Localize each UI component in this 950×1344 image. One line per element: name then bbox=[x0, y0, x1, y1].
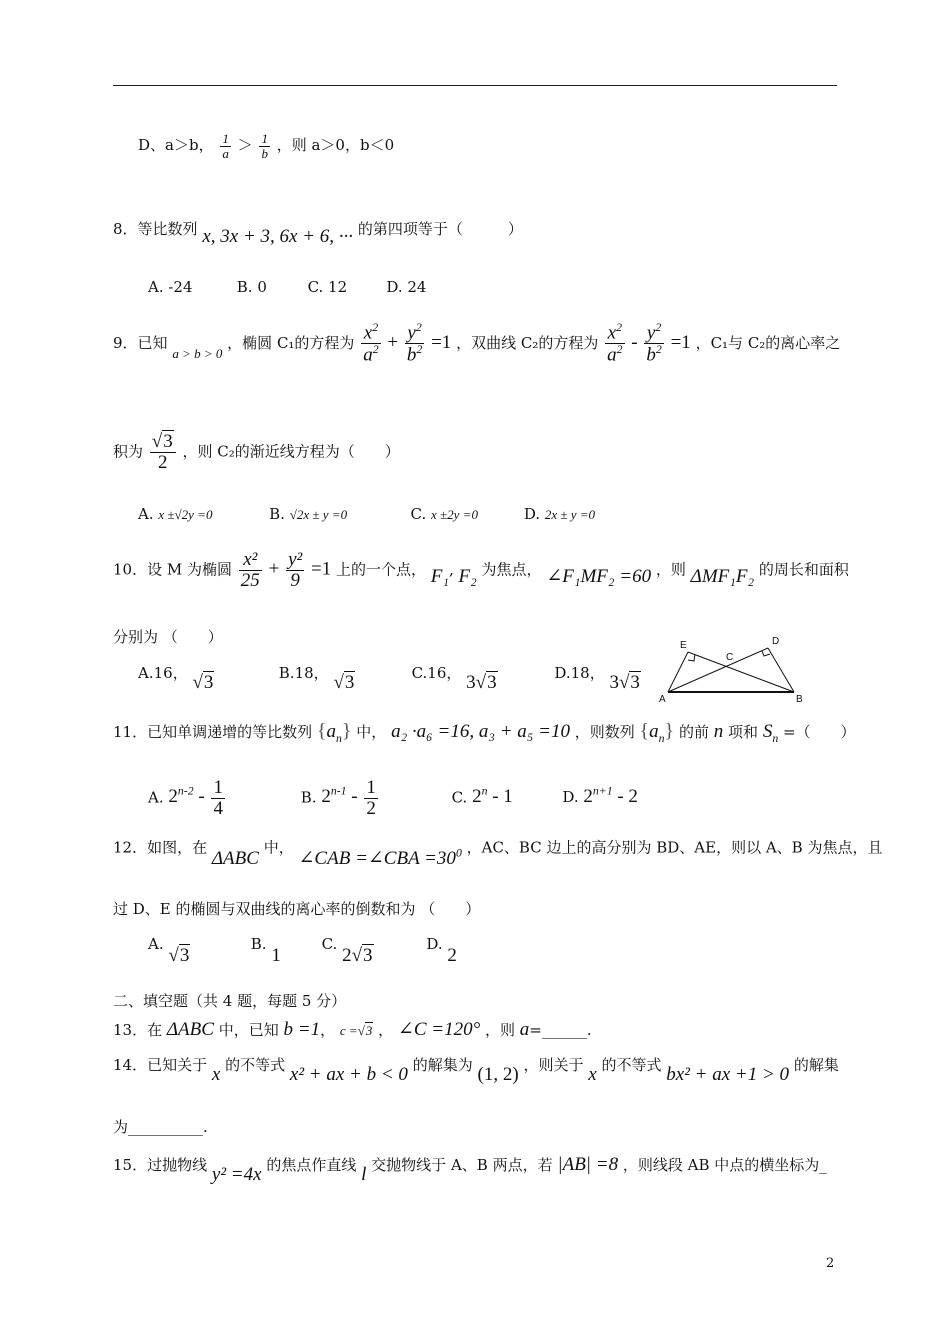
question-11-options: A. 2$^{n-2}$ - $\frac{1}{4}$ B. 2$^{n-1}$ - $\frac{1}{2}$ C. 2$^n$ - 1 D. $2^{n+1} - 2$ bbox=[148, 777, 638, 819]
right-angle-e bbox=[688, 654, 695, 661]
question-15: 15．过抛物线 y² =4x 的焦点作直线 l 交抛物线于 A、B 两点，若 |AB| =8 ，则线段 AB 中点的横坐标为_ bbox=[113, 1154, 827, 1185]
question-10: 10．设 M 为椭圆 $\frac{\text{x²}}{25}$ + $\frac{\text{y²}}{9}$ =1 上的一个点， F₁, F₂ 为焦点， ∠F₁MF₂ =60 ，则 ΔMF₁F₂ 的周长和面积 bbox=[113, 549, 849, 591]
segment-ea bbox=[668, 652, 688, 692]
segment-db bbox=[768, 648, 794, 692]
label-c: C bbox=[726, 652, 734, 663]
question-12-options: A. √3 B. 1 C. 2√3 D. 2 bbox=[148, 935, 457, 966]
segment-be bbox=[688, 652, 794, 692]
right-angle-d bbox=[762, 651, 770, 656]
page-number: 2 bbox=[826, 1256, 835, 1271]
question-13: 13．在 ΔABC 中，已知 b =1， c =√3 ， ∠C =120° ，则 a=______. bbox=[113, 1019, 592, 1040]
q8-option-d: D. 24 bbox=[386, 278, 427, 296]
section-2-title: 二、填空题（共 4 题，每题 5 分） bbox=[113, 992, 347, 1010]
question-8: 8．等比数列 x, 3x + 3, 6x + 6, ··· 的第四项等于（ ） bbox=[113, 220, 523, 247]
label-d: D bbox=[772, 636, 780, 647]
label-a: A bbox=[659, 694, 666, 705]
question-8-options bbox=[148, 278, 426, 296]
question-10-options: A.16， √3 B.18， √3 C.16， 3√3 D.18， 3√3 bbox=[138, 664, 640, 693]
question-12-line2: 过 D、E 的椭圆与双曲线的离心率的倒数和为 （ ） bbox=[113, 900, 481, 918]
segment-ad bbox=[668, 648, 768, 692]
label-e: E bbox=[680, 640, 687, 651]
q8-option-a: A. -24 bbox=[148, 278, 193, 296]
label-b: B bbox=[796, 694, 803, 705]
q7-option-d: D、a＞b， $\frac{1}{a}$ ＞ $\frac{1}{b}$ ，则 a＞0，b＜0 bbox=[138, 131, 395, 161]
question-9: 9．已知 a > b > 0 ，椭圆 C₁的方程为 $\frac{x^2}{a^2}$ + $\frac{y^2}{b^2}$ =1 ，双曲线 C₂的方程为 $\frac{x^2}{a^2}$ - $\frac{y^2}{b^2}$ =1 ，C₁与 C₂的离心率之 bbox=[113, 321, 841, 366]
q8-option-c: C. 12 bbox=[307, 278, 348, 296]
question-9-line2: 积为 $\frac{√3}{2}$ ，则 C₂的渐近线方程为（ ） bbox=[113, 431, 400, 473]
question-9-options: A. x ±√2y =0 B. √2x ± y =0 C. x ±2y =0 D. 2x ± y =0 bbox=[138, 505, 596, 523]
question-12: 12．如图，在 ΔABC 中， ∠CAB =∠CBA $=30^0$ ，AC、BC 边上的高分别为 BD、AE，则以 A、B 为焦点，且 bbox=[113, 838, 883, 870]
q8-option-b: B. 0 bbox=[236, 278, 267, 296]
triangle-figure bbox=[656, 634, 806, 706]
question-11: 11．已知单调递增的等比数列 $\{a_n\}$ 中， a₂ ·a₆ =16, a₃ + a₅ =10 ，则数列 $\{a_n\}$ 的前 n 项和 $S_n$ =（ ） bbox=[113, 720, 856, 745]
question-14-line2: 为__________. bbox=[113, 1118, 208, 1136]
header-rule bbox=[113, 85, 837, 86]
question-14: 14．已知关于 x 的不等式 x² + ax + b < 0 的解集为 (1, 2) ，则关于 x 的不等式 bx² + ax +1 > 0 的解集 bbox=[113, 1056, 839, 1085]
question-10-line2: 分别为 （ ） bbox=[113, 628, 223, 646]
